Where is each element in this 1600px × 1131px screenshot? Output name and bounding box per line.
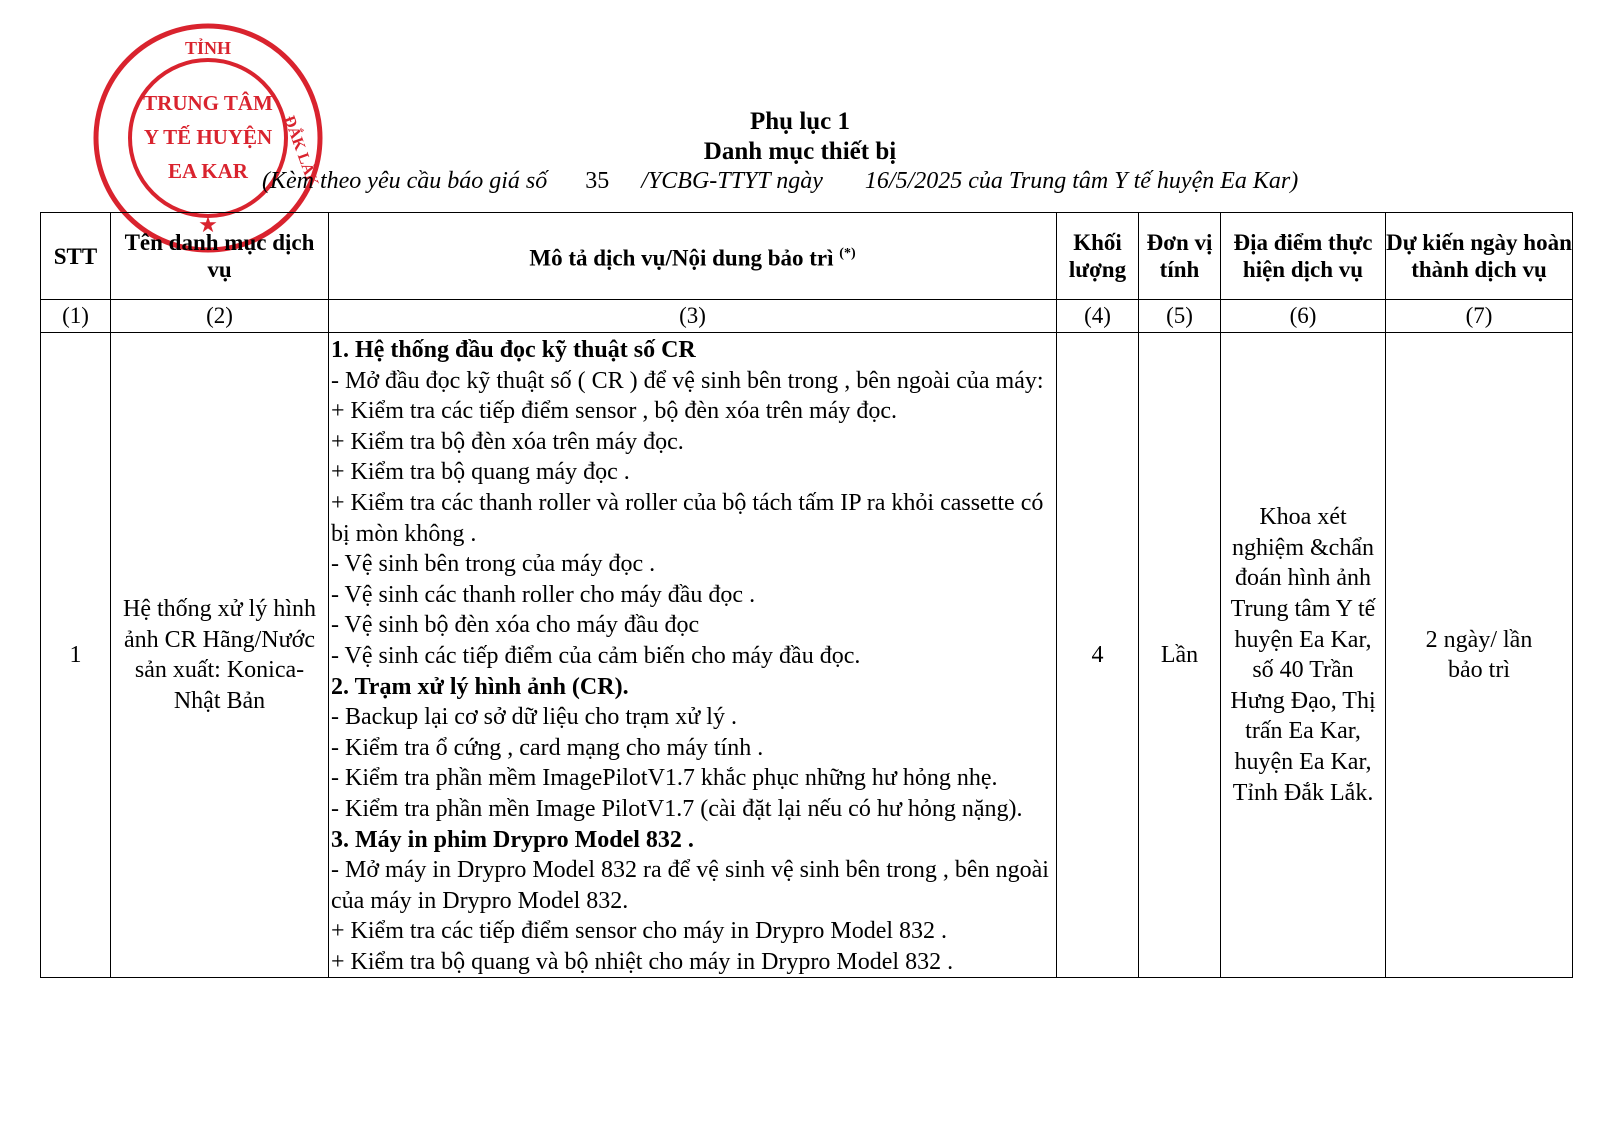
header-desc-sup: (*): [839, 246, 856, 262]
header-desc-text: Mô tả dịch vụ/Nội dung bảo trì: [529, 245, 834, 271]
section-2-items: [331, 702, 1054, 824]
header-name: Tên danh mục dịch vụ: [111, 213, 329, 300]
section-1-items: [331, 366, 1054, 672]
header-unit: Đơn vị tính: [1139, 213, 1221, 300]
description-line: + Kiểm tra các tiếp điểm sensor cho máy in Drypro Model 832 .: [331, 918, 948, 945]
section-heading: 2. Trạm xử lý hình ảnh (CR).: [331, 673, 629, 700]
page-subtitle: Danh mục thiết bị: [703, 138, 897, 165]
description-line: + Kiểm tra các tiếp điểm sensor , bộ đèn xóa trên máy đọc.: [331, 398, 898, 425]
col-number: (4): [1057, 300, 1139, 333]
section-3-items: [331, 855, 1054, 977]
description-line: + Kiểm tra các thanh roller và roller của bộ tách tấm IP ra khỏi cassette có bị mòn không .: [331, 489, 1044, 547]
col-number: (6): [1221, 300, 1386, 333]
description-line: - Backup lại cơ sở dữ liệu cho trạm xử lý .: [331, 704, 737, 731]
description-line: - Vệ sinh bên trong của máy đọc .: [331, 551, 656, 578]
note-prefix: (Kèm theo yêu cầu báo giá số: [262, 168, 548, 194]
header-date: Dự kiến ngày hoàn thành dịch vụ: [1386, 213, 1573, 300]
description-line: - Kiểm tra phần mền Image PilotV1.7 (cài đặt lại nếu có hư hỏng nặng).: [331, 795, 1023, 822]
svg-text:Y TẾ HUYỆN: Y TẾ HUYỆN: [143, 125, 273, 149]
cell-unit: Lần: [1139, 333, 1221, 978]
description-line: + Kiểm tra bộ quang và bộ nhiệt cho máy in Drypro Model 832 .: [331, 948, 954, 975]
col-number: (2): [111, 300, 329, 333]
svg-text:TỈNH: TỈNH: [184, 38, 232, 58]
cell-qty: 4: [1057, 333, 1139, 978]
col-number: (7): [1386, 300, 1573, 333]
description-line: - Vệ sinh các tiếp điểm của cảm biến cho máy đầu đọc.: [331, 642, 861, 669]
description-line: - Mở đầu đọc kỹ thuật số ( CR ) để vệ sinh bên trong , bên ngoài của máy:: [331, 367, 1044, 394]
description-line: - Vệ sinh bộ đèn xóa cho máy đầu đọc: [331, 612, 700, 639]
svg-text:★: ★: [198, 212, 218, 237]
description-line: + Kiểm tra bộ đèn xóa trên máy đọc.: [331, 428, 684, 455]
section-heading: 3. Máy in phim Drypro Model 832 .: [331, 826, 694, 853]
header-stt: STT: [41, 213, 111, 300]
col-number: (1): [41, 300, 111, 333]
svg-text:EA KAR: EA KAR: [168, 159, 248, 183]
note-day: 16: [864, 168, 889, 194]
equipment-table: [40, 212, 1573, 978]
note-suffix: /5/2025 của Trung tâm Y tế huyện Ea Kar): [888, 168, 1299, 194]
description-line: - Vệ sinh các thanh roller cho máy đầu đọc .: [331, 581, 756, 608]
svg-text:ĐẮK LẮK: ĐẮK LẮK: [280, 113, 322, 190]
column-number-row: [41, 300, 1573, 333]
cell-date: 2 ngày/ lần bảo trì: [1386, 333, 1573, 978]
description-line: + Kiểm tra bộ quang máy đọc .: [331, 459, 630, 486]
description-line: - Mở máy in Drypro Model 832 ra để vệ sinh vệ sinh bên trong , bên ngoài của máy in Drypro Model 832.: [331, 857, 1049, 914]
header-qty: Khối lượng: [1057, 213, 1139, 300]
section-heading: 1. Hệ thống đầu đọc kỹ thuật số CR: [331, 337, 696, 363]
description-line: - Kiểm tra ổ cứng , card mạng cho máy tính .: [331, 734, 764, 761]
header-desc: [329, 213, 1057, 300]
col-number: (3): [329, 300, 1057, 333]
cell-stt: 1: [41, 333, 111, 978]
table-row: [41, 333, 1573, 978]
document-note: [262, 168, 1298, 195]
table-header-row: [41, 213, 1573, 300]
svg-text:TRUNG TÂM: TRUNG TÂM: [143, 91, 273, 115]
col-number: (5): [1139, 300, 1221, 333]
note-number: 35: [585, 168, 610, 194]
note-mid: /YCBG-TTYT ngày: [641, 168, 823, 194]
cell-desc: [329, 333, 1057, 978]
cell-place: Khoa xét nghiệm &chẩn đoán hình ảnh Trung tâm Y tế huyện Ea Kar, số 40 Trần Hưng Đạo, Thị trấn Ea Kar, huyện Ea Kar, Tỉnh Đắk Lắk.: [1221, 333, 1386, 978]
cell-name: Hệ thống xử lý hình ảnh CR Hãng/Nước sản xuất: Konica- Nhật Bản: [111, 333, 329, 978]
page-title: Phụ lục 1: [749, 108, 851, 135]
description-line: - Kiểm tra phần mềm ImagePilotV1.7 khắc phục những hư hỏng nhẹ.: [331, 765, 998, 792]
header-place: Địa điểm thực hiện dịch vụ: [1221, 213, 1386, 300]
